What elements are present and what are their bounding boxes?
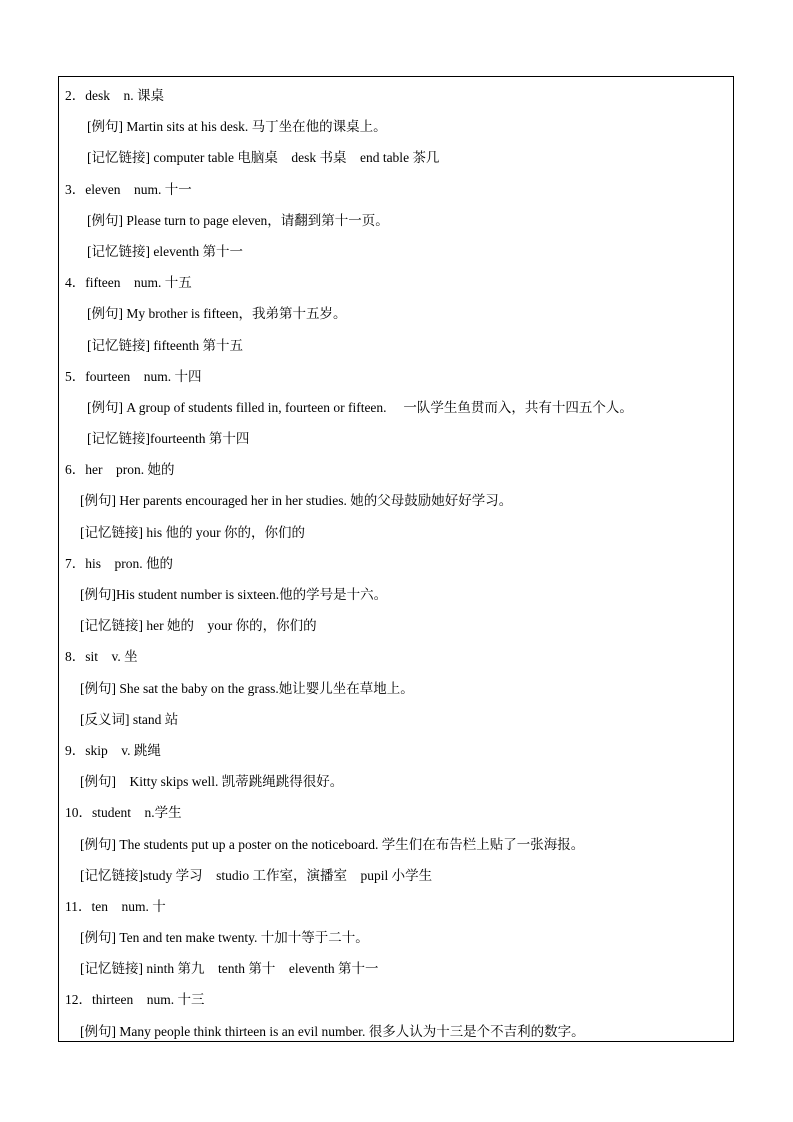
entry-skip-heading: 9．skip v. 跳绳 (65, 742, 161, 758)
entry-fifteen-memory-link: [记忆链接] fifteenth 第十五 (87, 337, 243, 353)
entry-her-example: [例句] Her parents encouraged her in her studies. 她的父母鼓励她好好学习。 (80, 493, 513, 509)
entry-ten-heading: 11．ten num. 十 (65, 898, 166, 914)
entry-sit-antonym: [反义词] stand 站 (80, 711, 179, 727)
entry-his-memory-link: [记忆链接] her 她的 your 你的，你们的 (80, 618, 317, 634)
entry-sit-heading: 8．sit v. 坐 (65, 649, 138, 665)
entry-ten-example: [例句] Ten and ten make twenty. 十加十等于二十。 (80, 930, 369, 946)
entry-fifteen-heading: 4．fifteen num. 十五 (65, 275, 192, 291)
entry-student-memory-link: [记忆链接]study 学习 studio 工作室，演播室 pupil 小学生 (80, 867, 433, 883)
entry-desk-heading: 2．desk n. 课桌 (65, 88, 164, 103)
entry-her-memory-link: [记忆链接] his 他的 your 你的，你们的 (80, 524, 305, 540)
entry-his-example: [例句]His student number is sixteen.他的学号是十六。 (80, 587, 388, 602)
entry-eleven-example: [例句] Please turn to page eleven，请翻到第十一页。 (87, 212, 389, 228)
entry-his-heading: 7．his pron. 他的 (65, 555, 173, 571)
entry-sit-example: [例句] She sat the baby on the grass.她让婴儿坐在草地上。 (80, 680, 414, 696)
entry-student-heading: 10．student n.学生 (65, 805, 182, 821)
entry-thirteen-example: [例句] Many people think thirteen is an evil number. 很多人认为十三是个不吉利的数字。 (80, 1023, 585, 1039)
entry-student-example: [例句] The students put up a poster on the noticeboard. 学生们在布告栏上贴了一张海报。 (80, 836, 585, 852)
entry-fourteen-heading: 5．fourteen num. 十四 (65, 368, 202, 384)
entry-fifteen-example: [例句] My brother is fifteen，我弟第十五岁。 (87, 306, 347, 322)
entry-desk-example: [例句] Martin sits at his desk. 马丁坐在他的课桌上。 (87, 119, 387, 135)
entry-eleven-memory-link: [记忆链接] eleventh 第十一 (87, 243, 243, 259)
entry-fourteen-example: [例句] A group of students filled in, fourteen or fifteen. 一队学生鱼贯而入，共有十四五个人。 (87, 399, 633, 415)
entry-skip-example: [例句] Kitty skips well. 凯蒂跳绳跳得很好。 (80, 774, 344, 790)
entry-ten-memory-link: [记忆链接] ninth 第九 tenth 第十 eleventh 第十一 (80, 961, 379, 977)
entry-fourteen-memory-link: [记忆链接]fourteenth 第十四 (87, 431, 250, 447)
entry-eleven-heading: 3．eleven num. 十一 (65, 181, 192, 197)
vocabulary-list (65, 80, 725, 1047)
entry-her-heading: 6．her pron. 她的 (65, 462, 175, 478)
entry-thirteen-heading: 12．thirteen num. 十三 (65, 992, 205, 1008)
entry-desk-memory-link: [记忆链接] computer table 电脑桌 desk 书桌 end table 茶几 (87, 150, 440, 166)
